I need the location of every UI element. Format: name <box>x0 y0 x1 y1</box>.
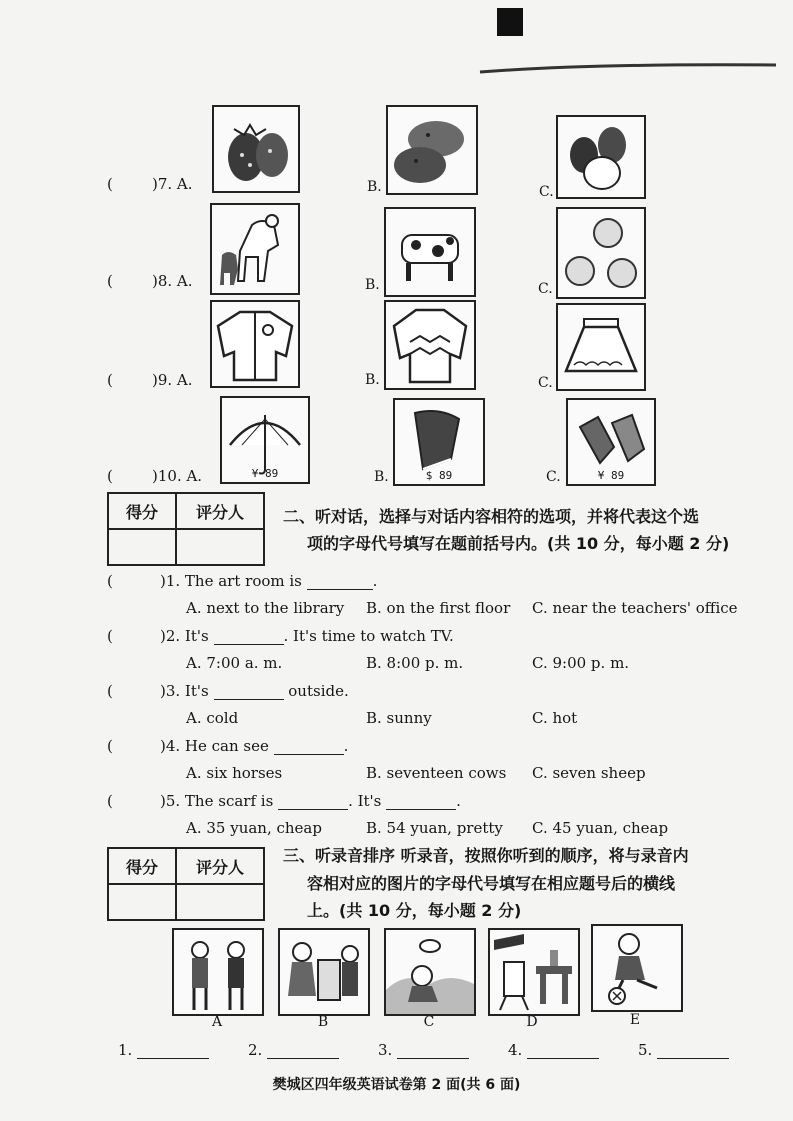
choice-c: C. hot <box>532 709 578 727</box>
answer-blank[interactable] <box>137 1044 209 1059</box>
answer-blank[interactable] <box>274 740 344 755</box>
price-label: ¥ 89 <box>251 467 279 480</box>
choice-b: B. 54 yuan, pretty <box>366 819 503 837</box>
scene-b-image <box>278 928 370 1016</box>
section2-title-line1: 二、听对话，选择与对话内容相符的选项，并将代表这个选 <box>283 507 700 526</box>
scene-a-letter: A <box>211 1014 223 1030</box>
skirt-image <box>556 303 646 391</box>
choice-c: C. near the teachers' office <box>532 599 738 617</box>
answer-2: 2. <box>248 1041 339 1059</box>
answer-paren[interactable]: ( <box>107 572 113 590</box>
scene-c-image <box>384 928 476 1016</box>
grader-cell[interactable] <box>176 884 264 920</box>
option-c-label: C. <box>539 184 554 200</box>
umbrella-image <box>220 396 310 484</box>
score-cell[interactable] <box>108 884 176 920</box>
jacket-image <box>210 300 300 388</box>
answer-paren[interactable]: ( <box>107 737 113 755</box>
option-b-label: B. <box>374 469 389 485</box>
choice-a: A. 35 yuan, cheap <box>186 819 322 837</box>
corner-mark <box>497 8 523 36</box>
eggs-image <box>556 115 646 199</box>
answer-1: 1. <box>118 1041 209 1059</box>
choice-c: C. seven sheep <box>532 764 646 782</box>
score-header: 得分 <box>108 493 176 529</box>
scene-e-image <box>591 924 683 1012</box>
score-box <box>107 847 265 921</box>
scene-c-letter: C <box>423 1014 435 1030</box>
question-9-label: )9. A. <box>152 371 193 389</box>
question-2: )2. It's . It's time to watch TV. <box>160 627 454 645</box>
price-label: ¥ 89 <box>597 469 625 482</box>
answer-blank[interactable] <box>267 1044 339 1059</box>
grader-cell[interactable] <box>176 529 264 565</box>
gloves-image <box>566 398 656 486</box>
answer-paren[interactable]: ( <box>107 627 113 645</box>
answer-blank[interactable] <box>214 685 284 700</box>
answer-blank[interactable] <box>307 575 373 590</box>
question-1: )1. The art room is . <box>160 572 378 590</box>
score-cell[interactable] <box>108 529 176 565</box>
section3-title-line1: 三、听录音排序 听录音，按照你听到的顺序，将与录音内 <box>283 846 689 865</box>
option-b-label: B. <box>367 179 382 195</box>
choice-a: A. cold <box>186 709 239 727</box>
answer-paren[interactable]: ( <box>107 467 113 485</box>
scene-d-letter: D <box>526 1014 538 1030</box>
answer-blank[interactable] <box>214 630 284 645</box>
answer-blank[interactable] <box>386 795 456 810</box>
option-c-label: C. <box>546 469 561 485</box>
question-5: )5. The scarf is . It's . <box>160 792 461 810</box>
choice-a: A. next to the library <box>186 599 345 617</box>
scene-d-image <box>488 928 580 1016</box>
question-7-label: )7. A. <box>152 175 193 193</box>
answer-paren[interactable]: ( <box>107 371 113 389</box>
potatoes-image <box>386 105 478 195</box>
choice-b: B. 8:00 p. m. <box>366 654 464 672</box>
answer-paren[interactable]: ( <box>107 792 113 810</box>
question-4: )4. He can see . <box>160 737 349 755</box>
option-b-label: B. <box>365 277 380 293</box>
choice-c: C. 45 yuan, cheap <box>532 819 669 837</box>
pen-stroke <box>478 62 778 76</box>
scarf-image <box>393 398 485 486</box>
answer-paren[interactable]: ( <box>107 175 113 193</box>
section2-title-line2: 项的字母代号填写在题前括号内。(共 10 分，每小题 2 分) <box>307 534 730 553</box>
answer-blank[interactable] <box>397 1044 469 1059</box>
question-3: )3. It's outside. <box>160 682 349 700</box>
scene-b-letter: B <box>317 1014 329 1030</box>
section3-title-line3: 上。(共 10 分，每小题 2 分) <box>307 901 522 920</box>
sweater-image <box>384 300 476 390</box>
option-b-label: B. <box>365 372 380 388</box>
answer-blank[interactable] <box>657 1044 729 1059</box>
choice-a: A. 7:00 a. m. <box>186 654 283 672</box>
question-8-label: )8. A. <box>152 272 193 290</box>
page-footer: 樊城区四年级英语试卷第 2 面(共 6 面) <box>272 1077 521 1093</box>
score-header: 得分 <box>108 848 176 884</box>
horses-image <box>210 203 300 295</box>
strawberry-image <box>212 105 300 193</box>
scene-e-letter: E <box>629 1012 641 1028</box>
scene-a-image <box>172 928 264 1016</box>
answer-blank[interactable] <box>278 795 348 810</box>
answer-paren[interactable]: ( <box>107 682 113 700</box>
price-label: $ 89 <box>425 469 453 482</box>
option-c-label: C. <box>538 375 553 391</box>
score-box <box>107 492 265 566</box>
grader-header: 评分人 <box>176 493 264 529</box>
option-c-label: C. <box>538 281 553 297</box>
answer-paren[interactable]: ( <box>107 272 113 290</box>
choice-a: A. six horses <box>186 764 283 782</box>
cow-image <box>384 207 476 297</box>
answer-4: 4. <box>508 1041 599 1059</box>
choice-b: B. seventeen cows <box>366 764 507 782</box>
section3-title-line2: 容相对应的图片的字母代号填写在相应题号后的横线 <box>307 874 676 893</box>
grader-header: 评分人 <box>176 848 264 884</box>
question-10-label: )10. A. <box>152 467 203 485</box>
choice-b: B. sunny <box>366 709 432 727</box>
answer-blank[interactable] <box>527 1044 599 1059</box>
answer-5: 5. <box>638 1041 729 1059</box>
sheep-image <box>556 207 646 299</box>
choice-b: B. on the first floor <box>366 599 511 617</box>
choice-c: C. 9:00 p. m. <box>532 654 630 672</box>
answer-3: 3. <box>378 1041 469 1059</box>
